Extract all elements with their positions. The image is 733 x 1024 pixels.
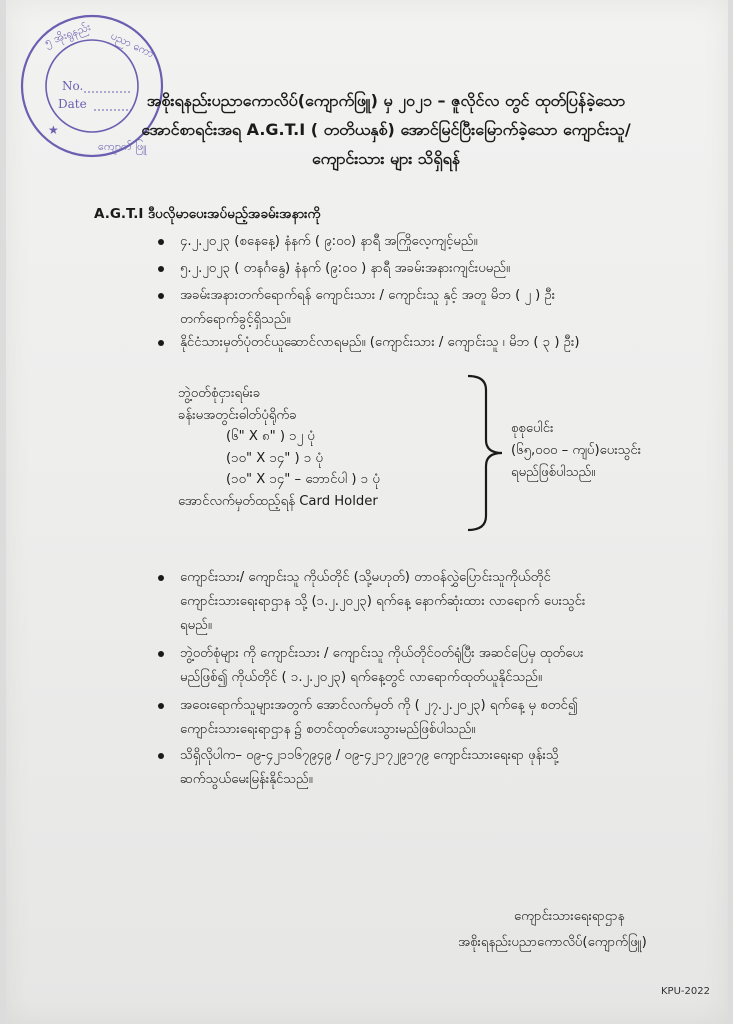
- bullet-dot-icon: [158, 651, 164, 657]
- fee-note-line: စုစုပေါင်း: [511, 421, 554, 436]
- bullet-item: [180, 331, 579, 355]
- bullet-text: သိရှိလိုပါက– ၀၉-၄၂၁၁၆၇၉၄၉ / ၀၉-၄၂၁၇၂၉၁၇၉ ကျောင်းသားရေးရာ ဖုန်းသို့: [180, 748, 559, 763]
- bullet-item: [180, 744, 559, 792]
- svg-text:★: ★: [48, 123, 59, 137]
- footer-college: အစိုးရနည်းပညာကောလိပ်(ကျောက်ဖြူ): [458, 935, 647, 950]
- bullet-dot-icon: [158, 293, 164, 299]
- title-line: ကျောင်းသား များ သိရှိရန်: [311, 149, 461, 168]
- bullet-item: [180, 566, 585, 638]
- bullet-dot-icon: [158, 239, 164, 245]
- bullet-item: [180, 694, 578, 742]
- document-title: [106, 86, 666, 173]
- fee-item: အောင်လက်မှတ်ထည့်ရန် Card Holder: [178, 493, 378, 509]
- page-code: KPU-2022: [661, 986, 710, 997]
- bullet-text: မည်ဖြစ်၍ ကိုယ်တိုင် ( ၁.၂.၂၀၂၃) ရက်နေ့တွင် လာရောက်ထုတ်ယူနိုင်သည်။: [180, 670, 542, 685]
- footer-department: ကျောင်းသားရေးရာဌာန: [514, 909, 625, 924]
- bullet-text: အခမ်းအနားတက်ရောက်ရန် ကျောင်းသား / ကျောင်းသူ နှင့် အတူ မိဘ ( ၂ ) ဦး: [180, 288, 556, 303]
- stamp-date-label: Date: [58, 97, 87, 111]
- bullet-dot-icon: [158, 575, 164, 581]
- bullet-text: ၅.၂.၂၀၂၃ ( တနင်္ဂနွေ) နံနက် (၉:၀၀ ) နာရီ အခမ်းအနားကျင်းပမည်။: [180, 261, 511, 276]
- bullet-dot-icon: [158, 266, 164, 272]
- bullet-text: ရမည်။: [180, 618, 212, 633]
- bullet-item: [180, 257, 510, 281]
- fee-item: (၁၀" X ၁၄" – ဘောင်ပါ ) ၁ ပုံ: [226, 472, 380, 487]
- fee-note-line: ရမည်ဖြစ်ပါသည်။: [511, 465, 596, 480]
- bullet-text: ကျောင်းသားရေးရာဌာန သို့ (၁.၂.၂၀၂၃) ရက်နေ့ နောက်ဆုံးထား လာရောက် ပေးသွင်း: [180, 594, 586, 609]
- fee-item: (၆" X ၈" ) ၁၂ ပုံ: [226, 429, 315, 444]
- bullet-text: နိုင်ငံသားမှတ်ပုံတင်ယူဆောင်လာရမည်။ (ကျောင်းသား / ကျောင်းသူ ၊ မိဘ ( ၃ ) ဦး): [180, 335, 580, 350]
- fee-total-note: [511, 418, 641, 484]
- bullet-item: [180, 230, 478, 254]
- svg-text:ပညာ ကော: ပညာ ကော: [108, 28, 157, 61]
- svg-text:၅ အိုးရွနည်း: ၅ အိုးရွနည်း: [42, 20, 93, 49]
- section-heading: A.G.T.I ဒီပလိုမာပေးအပ်မည့်အခမ်းအနားကို: [94, 206, 321, 222]
- bullet-text: ကျောင်းသား/ ကျောင်းသူ ကိုယ်တိုင် (သို့မဟုတ်) တာဝန်လွှဲပြောင်းသူကိုယ်တိုင်: [180, 570, 551, 585]
- bullet-item: [180, 642, 583, 690]
- title-line: အောင်စာရင်းအရ A.G.T.I ( တတိယနှစ်) အောင်မြင်ပြီးမြောက်ခဲ့သော ကျောင်းသူ/: [141, 120, 631, 139]
- bullet-text: ဆက်သွယ်မေးမြန်းနိုင်သည်။: [180, 772, 313, 787]
- stamp-no-label: No.: [62, 79, 84, 93]
- fee-item: ခန်းမအတွင်းဓါတ်ပုံရိုက်ခ: [178, 407, 297, 423]
- bullet-dot-icon: [158, 753, 164, 759]
- bullet-text: ၄.၂.၂၀၂၃ (စနေနေ့) နံနက် ( ၉:၀၀) နာရီ အကြိုလေ့ကျင့်မည်။: [180, 234, 478, 249]
- bullet-dot-icon: [158, 340, 164, 346]
- bullet-text: တက်ရောက်ခွင့်ရှိသည်။: [180, 312, 291, 327]
- bullet-text: ကျောင်းသားရေးရာဌာန ၌ စတင်ထုတ်ပေးသွားမည်ဖြစ်ပါသည်။: [180, 722, 476, 737]
- fee-items-list: [178, 383, 380, 512]
- fee-note-line: (၆၅,၀၀၀ – ကျပ်)ပေးသွင်း: [511, 443, 642, 458]
- svg-text:ကျောက် ဖြူ: ကျောက် ဖြူ: [98, 140, 147, 153]
- bullet-text: အဝေးရောက်သူများအတွက် အောင်လက်မှတ် ကို ( ၂၇.၂.၂၀၂၃) ရက်နေ့ မှ စတင်၍: [180, 698, 578, 713]
- title-line: အစိုးရနည်းပညာကောလိပ်(ကျောက်ဖြူ) မှ ၂၀၂၁ – ဇူလိုင်လ တွင် ထုတ်ပြန်ခဲ့သော: [146, 91, 626, 110]
- bullet-item: [180, 284, 555, 332]
- bullet-text: ဘွဲ့ဝတ်စုံများ ကို ကျောင်းသား / ကျောင်းသူ ကိုယ်တိုင်ဝတ်ရုံပြီး အဆင်ပြေမှ ထုတ်ပေး: [180, 646, 584, 661]
- fee-item: ဘွဲ့ဝတ်စုံငှားရမ်းခ: [178, 386, 261, 401]
- fee-item: (၁၀" X ၁၄" ) ၁ ပုံ: [226, 450, 324, 466]
- bullet-dot-icon: [158, 703, 164, 709]
- document-page: [6, 0, 728, 1024]
- right-brace-icon: [464, 374, 514, 532]
